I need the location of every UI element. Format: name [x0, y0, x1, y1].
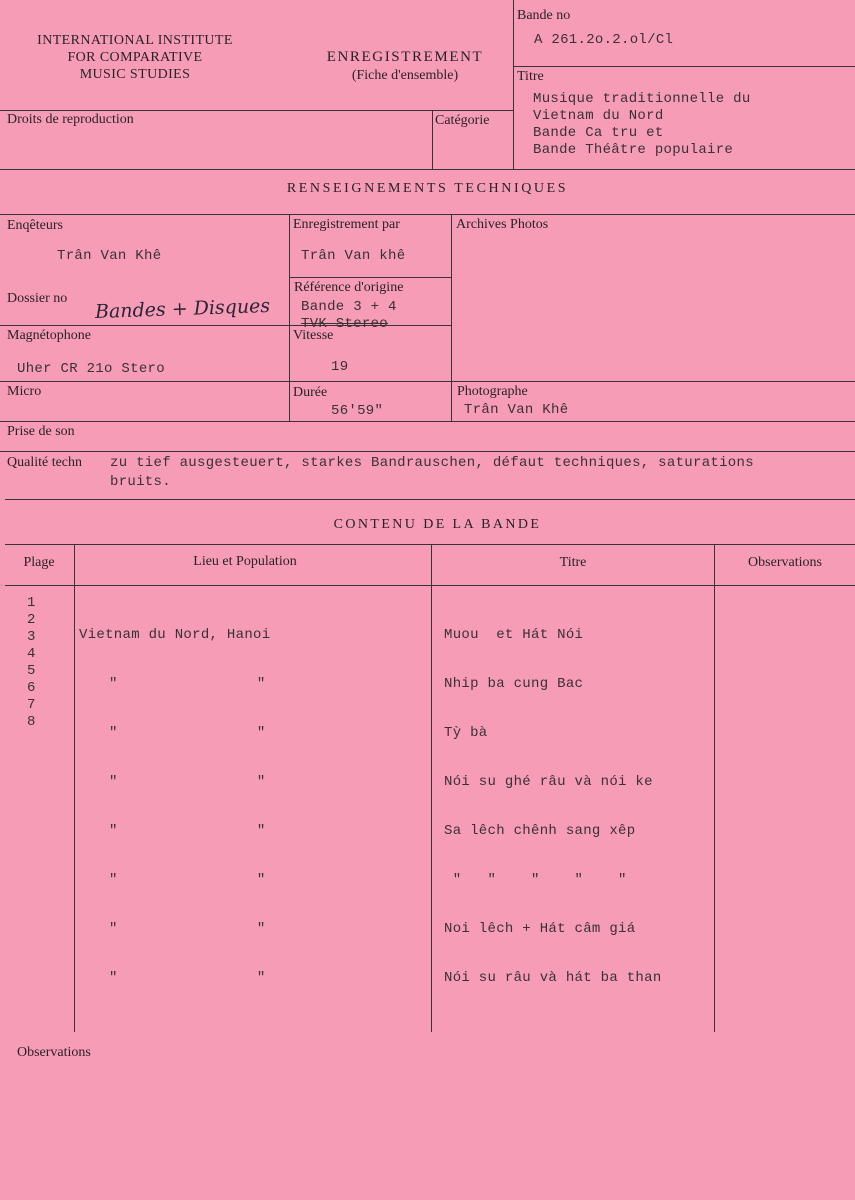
droits-label: Droits de reproduction — [7, 112, 134, 127]
table-cell-plage: 7 — [27, 697, 36, 713]
table-cell-titre: Nhip ba cung Bac — [444, 676, 584, 692]
form-title: ENREGISTREMENT — [326, 49, 484, 65]
table-cell-lieu: " " — [109, 970, 266, 986]
prise-label: Prise de son — [7, 424, 75, 439]
divider — [0, 214, 855, 215]
lieu-column — [79, 595, 270, 1019]
table-cell-lieu: " " — [109, 725, 266, 741]
duree-value: 56'59" — [331, 403, 384, 419]
photographe-label: Photographe — [457, 384, 528, 399]
institute-line: INTERNATIONAL INSTITUTE — [37, 33, 233, 48]
divider — [5, 585, 855, 586]
table-cell-plage: 1 — [27, 595, 36, 611]
divider — [451, 214, 452, 421]
observations-label: Observations — [17, 1045, 91, 1060]
divider — [0, 110, 513, 111]
divider — [289, 214, 290, 421]
column-header-observations: Observations — [748, 555, 822, 570]
photographe-value: Trân Van Khê — [464, 402, 569, 418]
enregistrement-value: Trân Van khê — [301, 248, 406, 264]
reference-line: TVK Stereo — [301, 316, 389, 332]
table-cell-titre: Noi lêch + Hát câm giá — [444, 921, 636, 937]
divider — [5, 544, 855, 545]
contents-section-title: CONTENU DE LA BANDE — [333, 517, 542, 532]
enqueteurs-label: Enqêteurs — [7, 218, 63, 233]
duree-label: Durée — [293, 385, 328, 400]
technical-section-title: RENSEIGNEMENTS TECHNIQUES — [286, 181, 569, 196]
table-cell-titre: Tỳ bà — [444, 725, 488, 741]
table-cell-titre: Muou et Hát Nói — [444, 627, 584, 643]
qualite-label: Qualité techn — [7, 455, 83, 470]
table-cell-plage: 8 — [27, 714, 36, 730]
dossier-label: Dossier no — [7, 291, 68, 306]
table-cell-lieu: " " — [109, 921, 266, 937]
table-cell-titre: " " " " " — [444, 872, 627, 888]
plage-column — [27, 595, 36, 731]
divider — [74, 544, 75, 1032]
titre-column — [444, 595, 662, 1019]
table-cell-lieu: Vietnam du Nord, Hanoi — [79, 627, 271, 643]
qualite-value: zu tief ausgesteuert, starkes Bandrauschen, défaut techniques, saturations — [110, 455, 754, 471]
bande-no-label: Bande no — [517, 8, 571, 23]
titre-value — [533, 91, 751, 159]
qualite-value: bruits. — [110, 474, 171, 490]
magnetophone-value: Uher CR 21o Stero — [17, 361, 165, 377]
divider — [289, 277, 451, 278]
table-cell-plage: 2 — [27, 612, 36, 628]
divider — [513, 66, 855, 67]
table-cell-titre: Nói su râu và hát ba than — [444, 970, 662, 986]
institute-line: MUSIC STUDIES — [79, 67, 191, 82]
table-cell-lieu: " " — [109, 823, 266, 839]
titre-line: Bande Ca tru et — [533, 125, 664, 141]
table-cell-lieu: " " — [109, 676, 266, 692]
reference-label: Référence d'origine — [294, 280, 404, 295]
divider — [0, 421, 855, 422]
table-cell-lieu: " " — [109, 774, 266, 790]
column-header-lieu: Lieu et Population — [193, 554, 297, 569]
divider — [5, 499, 855, 500]
table-cell-plage: 4 — [27, 646, 36, 662]
titre-line: Musique traditionnelle du — [533, 91, 751, 107]
column-header-plage: Plage — [23, 555, 55, 570]
divider — [432, 110, 433, 169]
divider — [0, 451, 855, 452]
micro-label: Micro — [7, 384, 42, 399]
table-cell-plage: 6 — [27, 680, 36, 696]
archives-label: Archives Photos — [456, 217, 549, 232]
institute-name — [0, 32, 270, 83]
categorie-label: Catégorie — [435, 113, 490, 128]
magnetophone-label: Magnétophone — [7, 328, 91, 343]
institute-line: FOR COMPARATIVE — [67, 50, 203, 65]
table-cell-titre: Sa lêch chênh sang xêp — [444, 823, 636, 839]
reference-line: Bande 3 + 4 — [301, 299, 397, 315]
divider — [513, 0, 514, 169]
table-cell-plage: 5 — [27, 663, 36, 679]
titre-line: Bande Théâtre populaire — [533, 142, 734, 158]
dossier-handwritten-value: Bandes + Disques — [94, 294, 271, 324]
divider — [0, 169, 855, 170]
vitesse-value: 19 — [331, 359, 349, 375]
titre-line: Vietnam du Nord — [533, 108, 664, 124]
divider — [431, 544, 432, 1032]
titre-label: Titre — [517, 69, 544, 84]
enqueteurs-value: Trân Van Khê — [57, 248, 162, 264]
enregistrement-label: Enregistrement par — [293, 217, 400, 232]
divider — [714, 544, 715, 1032]
table-cell-titre: Nói su ghé râu và nói ke — [444, 774, 653, 790]
column-header-titre: Titre — [559, 555, 587, 570]
bande-no-value: A 261.2o.2.ol/Cl — [534, 32, 674, 48]
table-cell-lieu: " " — [109, 872, 266, 888]
vitesse-label: Vitesse — [293, 328, 334, 343]
table-cell-plage: 3 — [27, 629, 36, 645]
divider — [0, 381, 855, 382]
form-subtitle: (Fiche d'ensemble) — [351, 68, 459, 83]
